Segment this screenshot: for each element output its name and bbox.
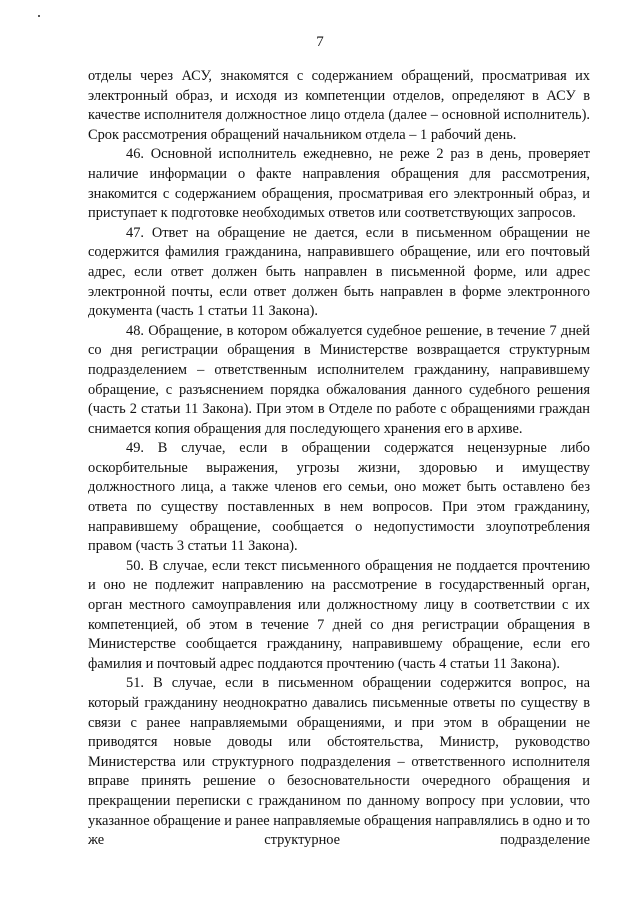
page-number: 7 xyxy=(316,34,324,50)
paragraph-49: 49. В случае, если в обращении содержатся нецензурные либо оскорбительные выражения, угрозы жизни, здоровью и имуществу должностного лица, а также членов его семьи, оно может быть оставлено без ответа по существу поставленных в нем вопросов. При этом гражданину, направившему обращение, сообщается о недопустимости злоупотребления правом (часть 3 статьи 11 Закона). xyxy=(88,440,590,555)
paragraph-51: 51. В случае, если в письменном обращении содержится вопрос, на который гражданину неоднократно давались письменные ответы по существу в связи с ранее направляемыми обращениями, и при этом в обращении не приводятся новые доводы или обстоятельства, Министр, руководство Министерства или структурного подразделения – ответственного исполнителя вправе принять решение о безосновательности очередного обращения и прекращении переписки с гражданином по данному вопросу при условии, что указанное обращение и ранее направляемые обращения направлялись в одно и то же структурное подразделение xyxy=(88,675,590,849)
document-body xyxy=(88,67,590,851)
paragraph-45-continued: отделы через АСУ, знакомятся с содержанием обращений, просматривая их электронный образ, и исходя из компетенции отделов, определяют в АСУ в качестве исполнителя должностное лицо отдела (далее – основной исполнитель). Срок рассмотрения обращений начальником отдела – 1 рабочий день. xyxy=(88,68,590,143)
paragraph-46: 46. Основной исполнитель ежедневно, не реже 2 раз в день, проверяет наличие информации о факте направления обращения для рассмотрения, знакомится с содержанием обращения, просматривая его электронный образ, и приступает к подготовке необходимых ответов или соответствующих запросов. xyxy=(88,146,590,222)
paragraph-50: 50. В случае, если текст письменного обращения не поддается прочтению и оно не подлежит направлению на рассмотрение в государственный орган, орган местного самоуправления или должностному лицу в соответствии с их компетенцией, об этом в течение 7 дней со дня регистрации обращения в Министерстве сообщается гражданину, направившему обращение, если его фамилия и почтовый адрес поддаются прочтению (часть 4 статьи 11 Закона). xyxy=(88,557,590,672)
paragraph-47: 47. Ответ на обращение не дается, если в письменном обращении не содержится фамилия гражданина, направившего обращение, или его почтовый адрес, если ответ должен быть направлен в письменной форме, или адрес электронной почты, если ответ должен быть направлен в форме электронного документа (часть 1 статьи 11 Закона). xyxy=(88,224,590,320)
paragraph-48: 48. Обращение, в котором обжалуется судебное решение, в течение 7 дней со дня регистрации обращения в Министерстве возвращается структурным подразделением – ответственным исполнителем гражданину, направившему обращение, с разъяснением порядка обжалования данного судебного решения (часть 2 статьи 11 Закона). При этом в Отделе по работе с обращениями граждан снимается копия обращения для последующего хранения его в архиве. xyxy=(88,322,590,437)
scan-speck xyxy=(38,15,40,17)
